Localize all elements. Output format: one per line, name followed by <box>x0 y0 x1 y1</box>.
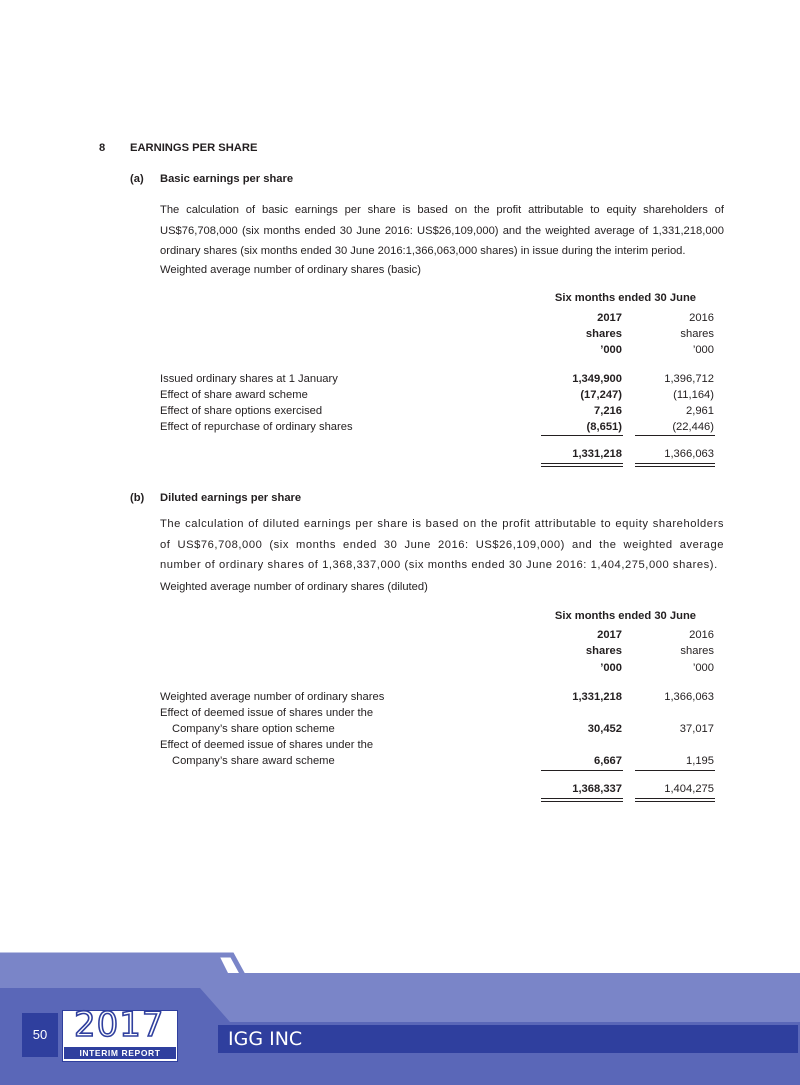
row-value-2017: 30,452 <box>587 723 622 735</box>
row-label: Issued ordinary shares at 1 January <box>160 373 338 385</box>
subsection-label-b: (b) <box>130 492 145 504</box>
diluted-col2016-unit: shares <box>680 645 714 657</box>
basic-total-double-rule-2017 <box>541 463 623 467</box>
row-value-2017: 1,331,218 <box>572 691 622 703</box>
diluted-period-header: Six months ended 30 June <box>554 610 696 622</box>
diluted-total-2017: 1,368,337 <box>572 783 622 795</box>
row-value-2016: 1,195 <box>686 755 714 767</box>
basic-subtotal-rule-2016 <box>635 435 715 436</box>
logo-year: 2017 <box>74 1005 165 1045</box>
diluted-col2016-year: 2016 <box>689 629 714 641</box>
row-value-2017: 6,667 <box>594 755 622 767</box>
basic-col2017-year: 2017 <box>597 312 622 324</box>
basic-total-2017: 1,331,218 <box>572 448 622 460</box>
diluted-col2017-unit: shares <box>585 645 622 657</box>
row-value-2017: 1,349,900 <box>572 373 622 385</box>
diluted-total-double-rule-2016 <box>635 798 715 802</box>
row-value-2016: 37,017 <box>679 723 714 735</box>
row-label: Weighted average number of ordinary shares <box>160 691 385 703</box>
row-label-continued: Company’s share option scheme <box>172 723 335 735</box>
company-name: IGG INC <box>218 1025 798 1053</box>
section-number: 8 <box>99 142 106 154</box>
page-number: 50 <box>22 1013 58 1057</box>
diluted-total-double-rule-2017 <box>541 798 623 802</box>
row-label: Effect of deemed issue of shares under the <box>160 707 374 719</box>
basic-total-2016: 1,366,063 <box>664 448 714 460</box>
basic-col2016-year: 2016 <box>689 312 714 324</box>
diluted-col2017-scale: ’000 <box>600 662 622 674</box>
basic-col2017-scale: ’000 <box>600 344 622 356</box>
basic-subtotal-rule-2017 <box>541 435 623 436</box>
basic-col2017-unit: shares <box>585 328 622 340</box>
row-value-2017: (8,651) <box>586 421 622 433</box>
row-label: Effect of share options exercised <box>160 405 323 417</box>
section-title: EARNINGS PER SHARE <box>130 142 258 154</box>
row-value-2016: 1,396,712 <box>664 373 714 385</box>
row-value-2016: (11,164) <box>673 389 714 401</box>
row-value-2017: (17,247) <box>580 389 622 401</box>
diluted-subtotal-rule-2016 <box>635 770 715 771</box>
basic-col2016-scale: ’000 <box>692 344 714 356</box>
diluted-paragraph: The calculation of diluted earnings per share is based on the profit attributable to equity shareholders of US$76,708,000 (six months ended 30 June 2016: US$26,109,000) and the weighted average number of ordinary shares of 1,368,337,000 (six months ended 30 June 2016: 1,404,275,000 shares). <box>160 518 724 571</box>
diluted-col2016-scale: ’000 <box>692 662 714 674</box>
row-label: Effect of repurchase of ordinary shares <box>160 421 353 433</box>
logo-subtitle: INTERIM REPORT <box>64 1047 176 1059</box>
basic-period-header: Six months ended 30 June <box>554 292 696 304</box>
diluted-table-caption: Weighted average number of ordinary shares (diluted) <box>160 581 428 593</box>
diluted-subtotal-rule-2017 <box>541 770 623 771</box>
diluted-col2017-year: 2017 <box>597 629 622 641</box>
row-value-2016: 2,961 <box>686 405 714 417</box>
subsection-label-a: (a) <box>130 173 144 185</box>
basic-total-double-rule-2016 <box>635 463 715 467</box>
row-label-continued: Company’s share award scheme <box>172 755 335 767</box>
subsection-title-diluted: Diluted earnings per share <box>160 492 302 504</box>
row-value-2016: 1,366,063 <box>664 691 714 703</box>
row-label: Effect of share award scheme <box>160 389 308 401</box>
row-value-2016: (22,446) <box>672 421 714 433</box>
diluted-total-2016: 1,404,275 <box>664 783 714 795</box>
row-label: Effect of deemed issue of shares under the <box>160 739 374 751</box>
basic-col2016-unit: shares <box>680 328 714 340</box>
subsection-title-basic: Basic earnings per share <box>160 173 294 185</box>
basic-table-caption: Weighted average number of ordinary shares (basic) <box>160 264 421 276</box>
row-value-2017: 7,216 <box>594 405 622 417</box>
basic-paragraph: The calculation of basic earnings per share is based on the profit attributable to equity shareholders of US$76,708,000 (six months ended 30 June 2016: US$26,109,000) and the weighted average of 1,331,218,000 ordinary shares (six months ended 30 June 2016:1,366,063,000 shares) in issue during the interim period. <box>160 204 724 257</box>
